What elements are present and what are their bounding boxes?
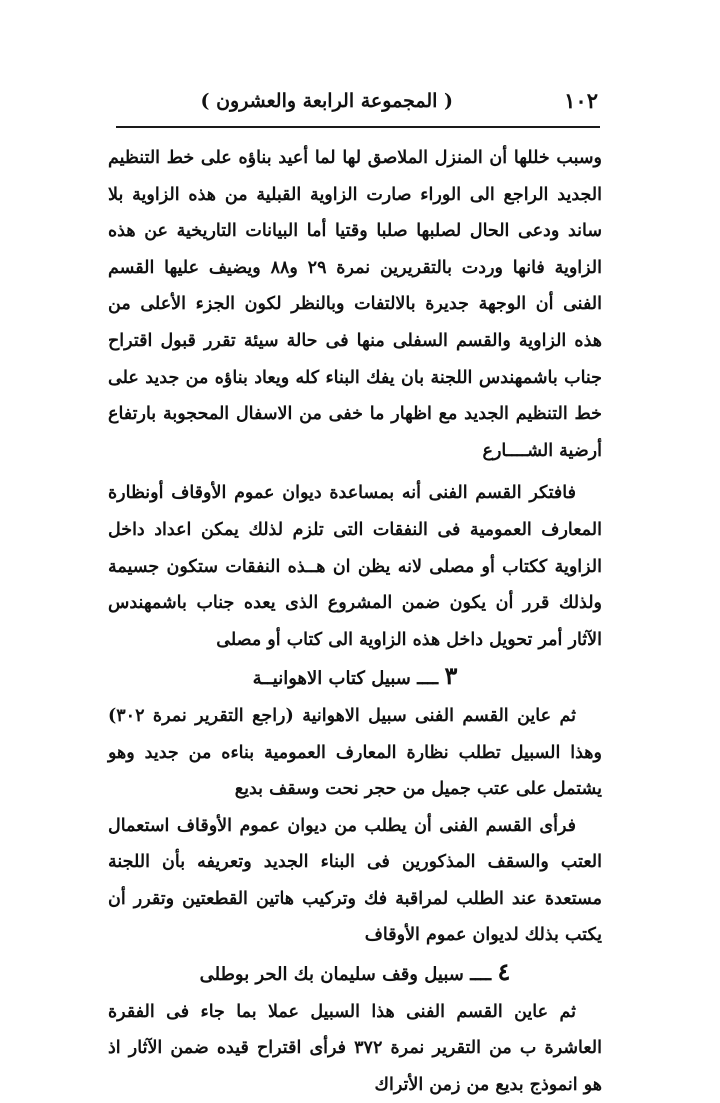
section-title: سبيل وقف سليمان بك الحر بوطلى — [199, 964, 464, 986]
paragraph: فافتكر القسم الفنى أنه بمساعدة ديوان عموم الأوقاف أونظارة المعارف العمومية فى النفقات التى تلزم لذلك يمكن اعداد داخل الزاوية ككتاب أو مصلى لانه يظن ان هــذه النفقات ستكون جسيمة ولذلك قرر أن يكون ضمن المشروع الذى يعده جناب باشمهندس الآثار أمر تحويل داخل هذه الزاوية الى كتاب أو مصلى — [108, 483, 602, 650]
section-title: سبيل كتاب الاهوانيــة — [252, 668, 411, 690]
body-text — [108, 140, 602, 1103]
page-header — [118, 84, 598, 120]
section-heading-4 — [108, 954, 602, 994]
section-number: ٤ — [497, 957, 511, 987]
paragraph: فرأى القسم الفنى أن يطلب من ديوان عموم الأوقاف استعمال العتب والسقف المذكورين فى البناء الجديد وتعريفه بأن اللجنة مستعدة عند الطلب لمراقبة فك وتركيب هاتين القطعتين وتقرر أن يكتب بذلك لديوان عموم الأوقاف — [108, 815, 602, 946]
section-dash: ــــ — [410, 668, 439, 690]
running-title: ( المجموعة الرابعة والعشرون ) — [200, 90, 453, 112]
paragraph-continuation: وسبب خللها أن المنزل الملاصق لها لما أعيد بناؤه على خط التنظيم الجديد الراجع الى الوراء صارت الزاوية القبلية من هذه الزاوية بلا ساند ودعى الحال لصلبها صلبا وقتيا أما البيانات التاريخية عن هذه الزاوية فانها وردت بالتقريرين نمرة ٢٩ و٨٨ ويضيف عليها القسم الفنى أن الوجهة جديرة بالالتفات وبالنظر لكون الجزء الأعلى من هذه الزاوية والقسم السفلى منها فى حالة سيئة تقرر قبول اقتراح جناب باشمهندس اللجنة بان يفك البناء كله ويعاد بناؤه من جديد على خط التنظيم الجديد مع اظهار ما خفى من الاسفال المحجوبة بارتفاع أرضية الشــــارع — [108, 148, 602, 461]
header-rule — [116, 126, 600, 128]
section-dash: ــــ — [463, 964, 492, 986]
paragraph: ثم عاين القسم الفنى سبيل الاهوانية (راجع التقرير نمرة ٣٠٢) وهذا السبيل تطلب نظارة المعارف العمومية بناءه من جديد وهو يشتمل على عتب جميل من حجر نحت وسقف بديع — [108, 705, 602, 800]
section-heading-3 — [108, 658, 602, 698]
paragraph: ثم عاين القسم الفنى هذا السبيل عملا بما جاء فى الفقرة العاشرة ب من التقرير نمرة ٣٧٢ فرأى اقتراح قيده ضمن الآثار اذ هو انموذج بديع من زمن الأتراك — [108, 1001, 602, 1095]
page-number: ١٠٢ — [564, 88, 598, 113]
section-number: ٣ — [444, 661, 458, 691]
